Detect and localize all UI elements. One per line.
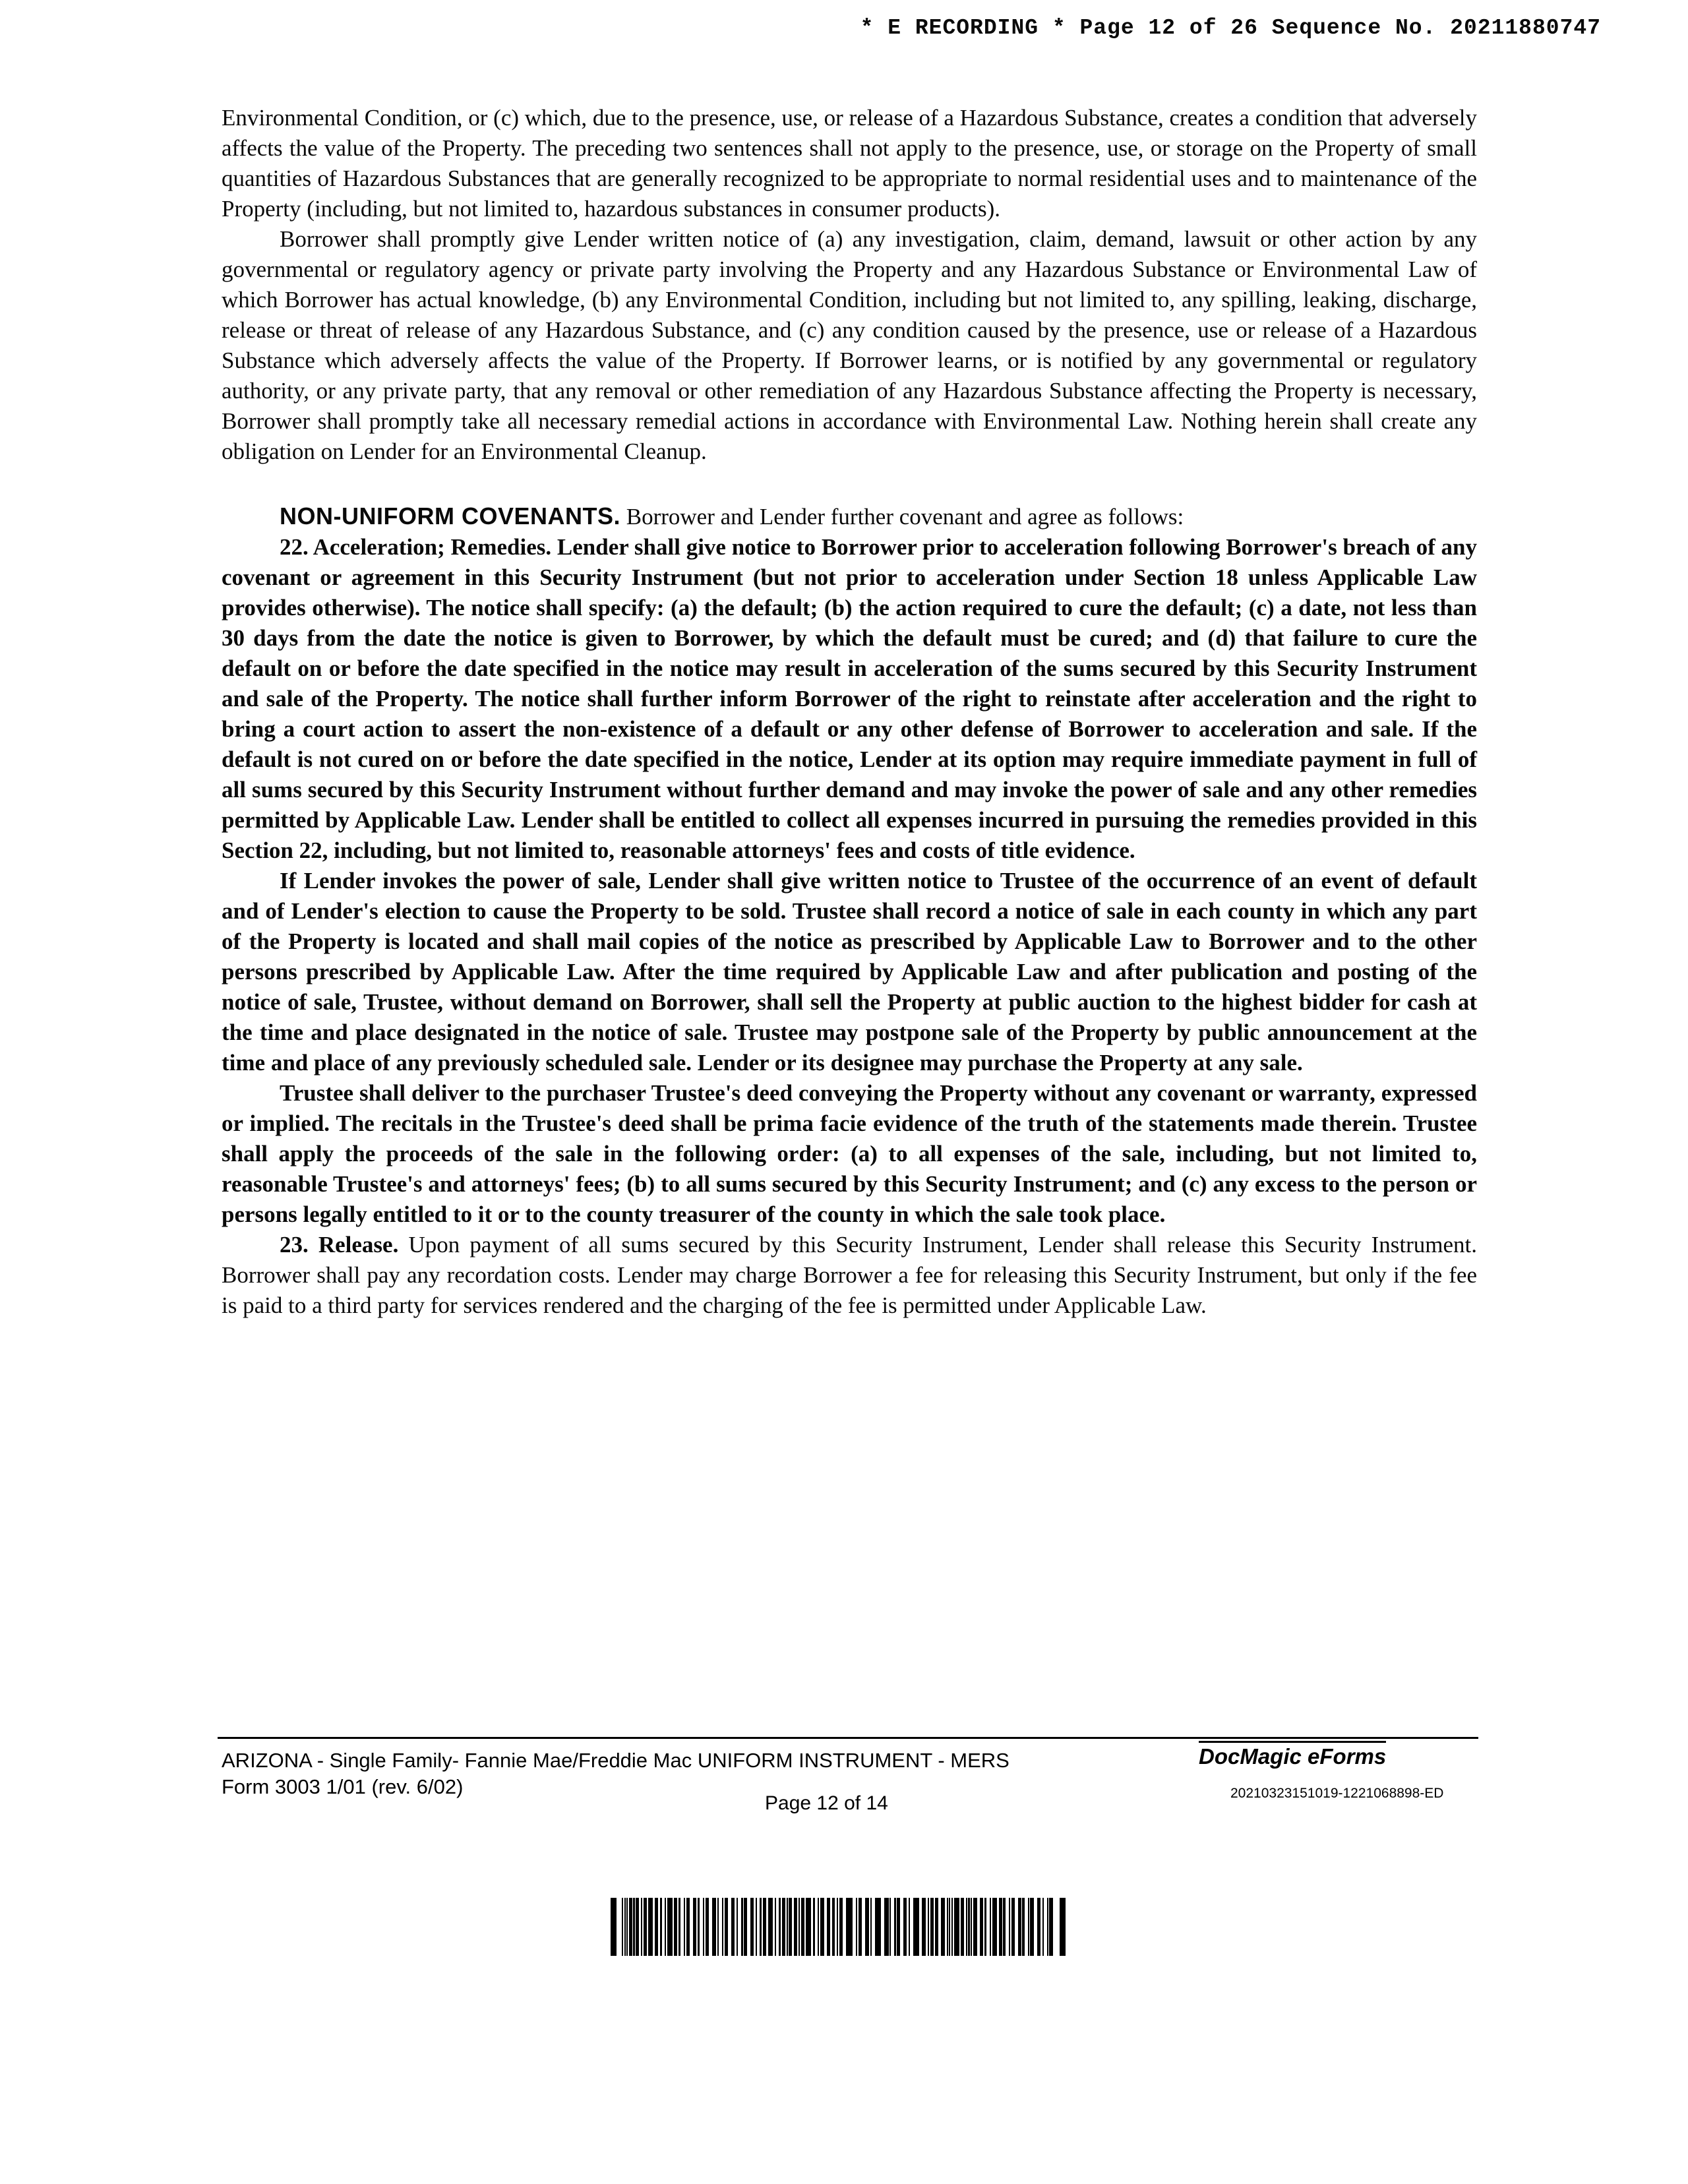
section-22-text: Lender shall give notice to Borrower prior to acceleration following Borrower's breach of any covenant or agreement in this Security Instrument (but not prior to acceleration under Section 18 unless Applicable Law provides otherwise). The notice shall specify: (a) the default; (b) the action required to cure the default; (c) a date, not less than 30 days from the date the notice is given to Borrower, by which the default must be cured; and (d) that failure to cure the default on or before the date specified in the notice may result in acceleration of the sums secured by this Security Instrument and sale of the Property. The notice shall further inform Borrower of the right to reinstate after acceleration and the right to bring a court action to assert the non-existence of a default or any other defense of Borrower to acceleration and sale. If the default is not cured on or before the date specified in the notice, Lender at its option may require immediate payment in full of all sums secured by this Security Instrument without further demand and may invoke the power of sale and any other remedies permitted by Applicable Law. Lender shall be entitled to collect all expenses incurred in pursuing the remedies provided in this Section 22, including, but not limited to, reasonable attorneys' fees and costs of title evidence. bbox=[222, 534, 1477, 863]
non-uniform-covenants-paragraph bbox=[222, 501, 1477, 532]
docmagic-eforms-logo: DocMagic eForms bbox=[1199, 1741, 1386, 1769]
footer-form-line2: Form 3003 1/01 (rev. 6/02) bbox=[222, 1775, 464, 1798]
document-tracking-number: 20210323151019-1221068898-ED bbox=[1230, 1786, 1444, 1801]
footer-form-identification bbox=[222, 1747, 1010, 1800]
section-23-text: Upon payment of all sums secured by this Security Instrument, Lender shall release this Security Instrument. Borrower shall pay any recordation costs. Lender may charge Borrower a fee for releasing this Security Instrument, but only if the fee is paid to a third party for services rendered and the charging of the fee is permitted under Applicable Law. bbox=[222, 1232, 1477, 1318]
footer-form-line1: ARIZONA - Single Family- Fannie Mae/Freddie Mac UNIFORM INSTRUMENT - MERS bbox=[222, 1749, 1010, 1772]
recording-header: * E RECORDING * Page 12 of 26 Sequence No. 20211880747 bbox=[860, 16, 1601, 40]
paragraph-environmental-continuation: Environmental Condition, or (c) which, due to the presence, use, or release of a Hazardous Substance, creates a condition that adversely affects the value of the Property. The preceding two sentences shall not apply to the presence, use, or storage on the Property of small quantities of Hazardous Substances that are generally recognized to be appropriate to normal residential uses and to maintenance of the Property (including, but not limited to, hazardous substances in consumer products). bbox=[222, 105, 1477, 222]
section-23-release bbox=[222, 1230, 1477, 1321]
section-22-acceleration-remedies bbox=[222, 532, 1477, 866]
section-23-label: 23. Release. bbox=[280, 1232, 399, 1258]
non-uniform-covenants-intro: Borrower and Lender further covenant and agree as follows: bbox=[626, 504, 1184, 530]
footer-divider bbox=[218, 1737, 1478, 1739]
paragraph-power-of-sale: If Lender invokes the power of sale, Lender shall give written notice to Trustee of the occurrence of an event of default and of Lender's election to cause the Property to be sold. Trustee shall record a notice of sale in each county in which any part of the Property is located and shall mail copies of the notice as prescribed by Applicable Law to Borrower and to the other persons prescribed by Applicable Law. After the time required by Applicable Law and after publication and posting of the notice of sale, Trustee, without demand on Borrower, shall sell the Property at public auction to the highest bidder for cash at the time and place designated in the notice of sale. Trustee may postpone sale of the Property by public announcement at the time and place of any previously scheduled sale. Lender or its designee may purchase the Property at any sale. bbox=[222, 868, 1477, 1076]
page-number-label: Page 12 of 14 bbox=[765, 1792, 888, 1814]
document-body bbox=[222, 103, 1477, 1321]
section-22-label: 22. Acceleration; Remedies. bbox=[280, 534, 552, 560]
paragraph-environmental-notice: Borrower shall promptly give Lender written notice of (a) any investigation, claim, demand, lawsuit or other action by any governmental or regulatory agency or private party involving the Property and any Hazardous Substance or Environmental Law of which Borrower has actual knowledge, (b) any Environmental Condition, including but not limited to, any spilling, leaking, discharge, release or threat of release of any Hazardous Substance, and (c) any condition caused by the presence, use or release of a Hazardous Substance which adversely affects the value of the Property. If Borrower learns, or is notified by any governmental or regulatory authority, or any private party, that any removal or other remediation of any Hazardous Substance affecting the Property is necessary, Borrower shall promptly take all necessary remedial actions in accordance with Environmental Law. Nothing herein shall create any obligation on Lender for an Environmental Cleanup. bbox=[222, 226, 1477, 464]
non-uniform-covenants-heading: NON-UNIFORM COVENANTS. bbox=[280, 502, 620, 530]
barcode bbox=[611, 1898, 1066, 1956]
paragraph-trustee-deed: Trustee shall deliver to the purchaser Trustee's deed conveying the Property without any covenant or warranty, expressed or implied. The recitals in the Trustee's deed shall be prima facie evidence of the truth of the statements made therein. Trustee shall apply the proceeds of the sale in the following order: (a) to all expenses of the sale, including, but not limited to, reasonable Trustee's and attorneys' fees; (b) to all sums secured by this Security Instrument; and (c) any excess to the person or persons legally entitled to it or to the county treasurer of the county in which the sale took place. bbox=[222, 1080, 1477, 1227]
